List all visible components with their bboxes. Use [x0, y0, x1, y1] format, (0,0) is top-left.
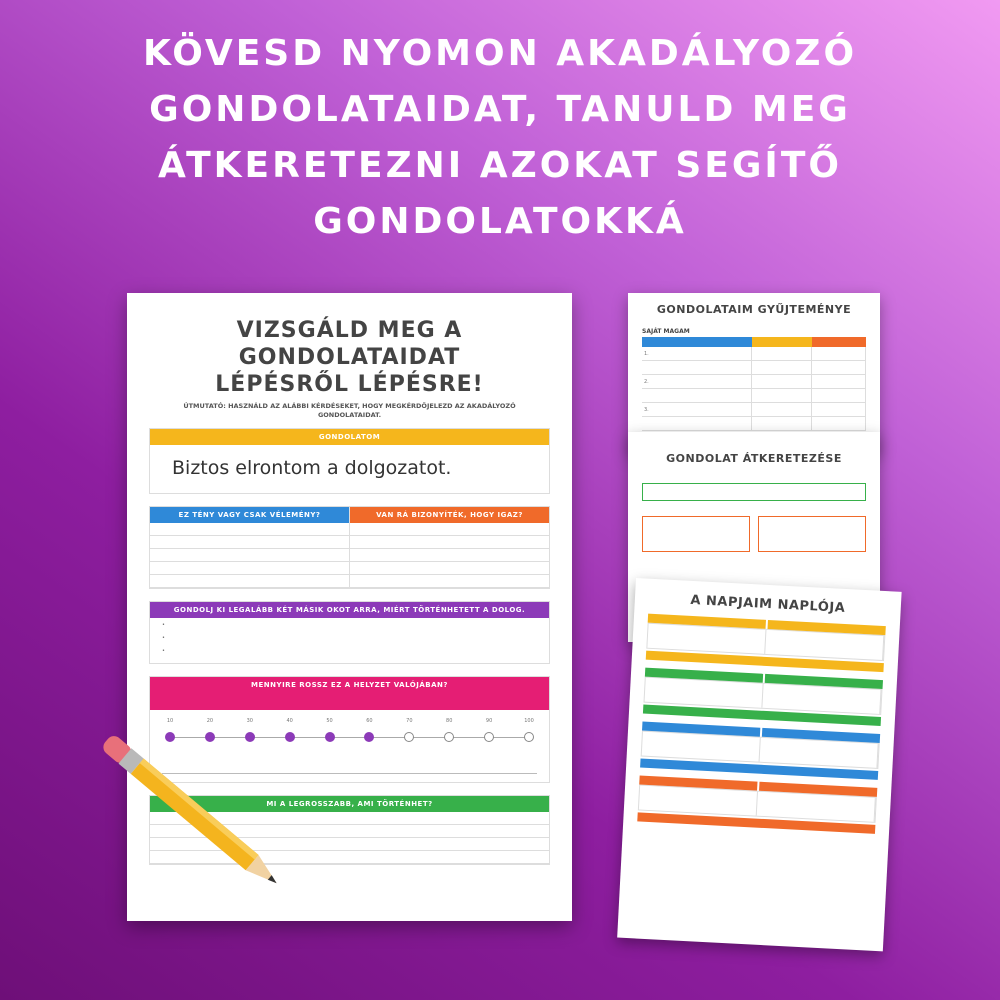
journal-day: [646, 614, 886, 672]
scale-point: [364, 732, 374, 742]
table-row: 3.: [642, 403, 866, 417]
writing-line: [350, 523, 549, 536]
writing-line: [150, 575, 349, 588]
alternatives-label: GONDOLJ KI LEGALÁBB KÉT MÁSIK OKOT ARRA, MIÉRT TÖRTÉNHETETT A DOLOG.: [150, 602, 549, 618]
journal-day: [640, 722, 880, 780]
thought-label: GONDOLATOM: [150, 429, 549, 445]
scale-point: [285, 732, 295, 742]
scale-point: [524, 732, 534, 742]
bullet-line: [150, 618, 549, 631]
scale-number: 10: [166, 718, 174, 724]
writing-line: [150, 549, 349, 562]
worst-case-label: MI A LEGROSSZABB, AMI TÖRTÉNHET?: [150, 796, 549, 812]
table-row: [642, 389, 866, 403]
journal-sheet-title: A NAPJAIM NAPLÓJA: [690, 592, 846, 616]
scale-point: [444, 732, 454, 742]
headline-line-2: GONDOLATAIDAT, TANULD MEG: [149, 89, 851, 130]
scale-number: 70: [406, 718, 413, 724]
writing-line: [350, 562, 549, 575]
thought-box: [149, 428, 550, 494]
scale-label: MENNYIRE ROSSZ EZ A HELYZET VALÓJÁBAN?: [150, 677, 549, 693]
table-row: 2.: [642, 375, 866, 389]
header-cell: [752, 337, 812, 347]
pencil-icon: [92, 728, 282, 888]
fact-evidence-section: [149, 506, 550, 589]
scale-number: 90: [485, 718, 493, 724]
writing-line: [350, 549, 549, 562]
bullet-line: [150, 644, 549, 657]
scale-number: 80: [446, 718, 453, 724]
table-row: [642, 417, 866, 431]
reframing-columns: [642, 513, 866, 552]
collection-sheet-subtitle: SAJÁT MAGAM: [642, 328, 690, 335]
evidence-label: VAN RÁ BIZONYÍTÉK, HOGY IGAZ?: [350, 507, 549, 523]
worksheet-title-line-2: LÉPÉSRŐL LÉPÉSRE!: [215, 372, 484, 397]
header-cell: [812, 337, 866, 347]
scale-number: 40: [286, 718, 293, 724]
alternatives-box: [149, 601, 550, 664]
table-row: [642, 361, 866, 375]
table-row: 1.: [642, 347, 866, 361]
writing-line: [150, 562, 349, 575]
headline-line-4: GONDOLATOKKÁ: [313, 201, 687, 242]
headline-line-3: ÁTKERETEZNI AZOKAT SEGÍTŐ: [158, 145, 842, 186]
writing-line: [350, 536, 549, 549]
collection-sheet-title: GONDOLATAIM GYŰJTEMÉNYE: [656, 303, 852, 316]
scale-point: [325, 732, 335, 742]
scale-number: 20: [206, 718, 214, 724]
writing-line: [150, 523, 349, 536]
journal-sheet: [617, 578, 901, 951]
scale-number: 60: [366, 718, 373, 724]
writing-line: [350, 575, 549, 588]
journal-day: [637, 775, 877, 833]
bullet-line: [150, 631, 549, 644]
headline: [90, 26, 910, 250]
scale-point: [484, 732, 494, 742]
thought-text: Biztos elrontom a dolgozatot.: [172, 457, 452, 479]
scale-number: 50: [326, 718, 333, 724]
collection-sheet: [628, 293, 880, 453]
writing-line: [150, 536, 349, 549]
reframing-sheet-title: GONDOLAT ÁTKERETEZÉSE: [666, 452, 842, 465]
scale-point: [404, 732, 414, 742]
header-cell: [642, 337, 752, 347]
scale-number: 30: [246, 718, 253, 724]
fact-label: EZ TÉNY VAGY CSAK VÉLEMÉNY?: [150, 507, 349, 523]
fact-column: [149, 506, 350, 589]
reframing-box: [642, 516, 750, 552]
collection-table-header: [642, 337, 866, 347]
scale-number: 100: [524, 718, 534, 724]
worksheet-title-line-1: VIZSGÁLD MEG A GONDOLATAIDAT: [236, 318, 463, 370]
worksheet-instructions: ÚTMUTATÓ: HASZNÁLD AZ ALÁBBI KÉRDÉSEKET, HOGY MEGKÉRDŐJELEZD AZ AKADÁLYOZÓ GONDOLATAIDAT.: [183, 402, 516, 419]
journal-day: [643, 668, 883, 726]
reframing-box: [758, 516, 866, 552]
reframing-answer-box: [642, 483, 866, 501]
worksheet-title: [149, 317, 550, 398]
scale-instructions: [150, 693, 549, 707]
headline-line-1: KÖVESD NYOMON AKADÁLYOZÓ: [142, 33, 858, 74]
evidence-column: [350, 506, 550, 589]
